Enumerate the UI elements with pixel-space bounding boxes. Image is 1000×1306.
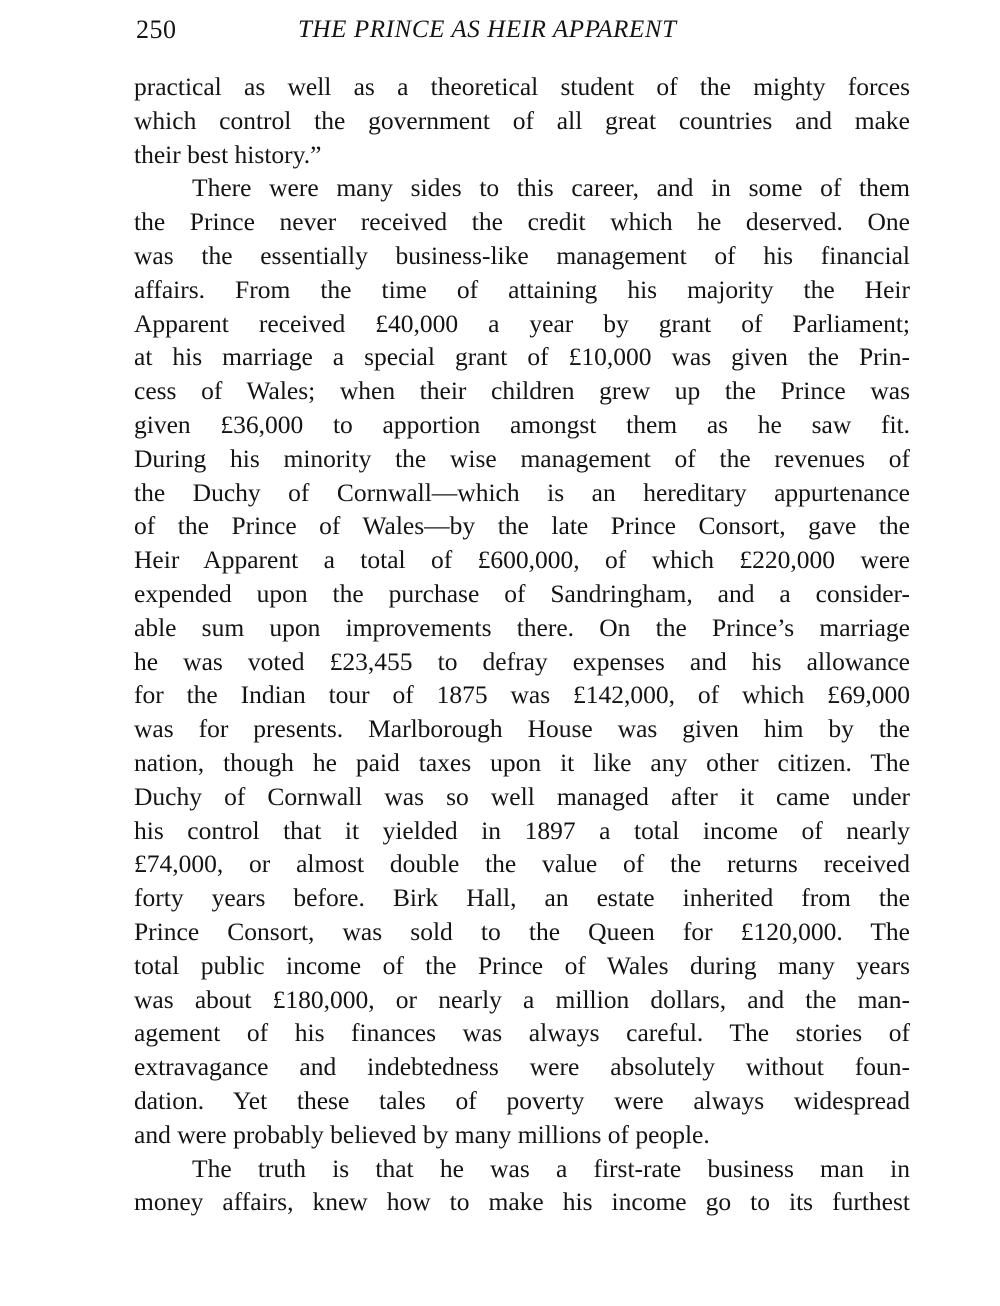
- text-line: was for presents. Marlborough House was given him by the: [134, 714, 910, 744]
- text-line: total public income of the Prince of Wales during many years: [134, 950, 910, 980]
- text-line: and were probably believed by many millions of people.: [134, 1119, 710, 1149]
- text-line: agement of his finances was always careful. The stories of: [134, 1018, 910, 1048]
- text-line: dation. Yet these tales of poverty were always widespread: [134, 1085, 910, 1115]
- text-line: for the Indian tour of 1875 was £142,000, of which £69,000: [134, 680, 910, 710]
- text-line: Apparent received £40,000 a year by grant of Parliament;: [134, 308, 910, 338]
- text-line: practical as well as a theoretical student of the mighty forces: [134, 72, 910, 101]
- text-line: he was voted £23,455 to defray expenses and his allowance: [134, 646, 910, 676]
- text-line: nation, though he paid taxes upon it like any other citizen. The: [134, 747, 910, 777]
- text-line: expended upon the purchase of Sandringham, and a consider-: [134, 578, 910, 608]
- text-line: which control the government of all great countries and make: [134, 105, 910, 135]
- text-line: the Prince never received the credit which he deserved. One: [134, 207, 910, 237]
- text-line: £74,000, or almost double the value of the returns received: [134, 849, 910, 879]
- page-number: 250: [136, 15, 177, 44]
- text-line: his control that it yielded in 1897 a total income of nearly: [134, 815, 910, 845]
- text-line: There were many sides to this career, and in some of them: [192, 173, 910, 203]
- text-line: the Duchy of Cornwall—which is an hereditary appurtenance: [134, 477, 910, 507]
- body-text: [134, 70, 910, 1219]
- text-line: cess of Wales; when their children grew up the Prince was: [134, 376, 910, 406]
- text-line: Prince Consort, was sold to the Queen for £120,000. The: [134, 916, 910, 946]
- text-line: The truth is that he was a first-rate business man in: [192, 1153, 910, 1183]
- text-line: money affairs, knew how to make his income go to its furthest: [134, 1187, 910, 1217]
- text-line: During his minority the wise management of the revenues of: [134, 443, 910, 473]
- running-head-title: THE PRINCE AS HEIR APPARENT: [298, 16, 677, 43]
- text-line: was about £180,000, or nearly a million dollars, and the man-: [134, 984, 910, 1014]
- text-line: affairs. From the time of attaining his majority the Heir: [134, 274, 910, 304]
- text-line: extravagance and indebtedness were absolutely without foun-: [134, 1052, 910, 1082]
- text-line: was the essentially business-like management of his financial: [134, 240, 910, 270]
- text-line: Heir Apparent a total of £600,000, of which £220,000 were: [134, 545, 910, 575]
- text-line: their best history.”: [134, 139, 322, 169]
- text-line: at his marriage a special grant of £10,000 was given the Prin-: [134, 342, 910, 372]
- text-line: forty years before. Birk Hall, an estate inherited from the: [134, 883, 910, 913]
- text-line: Duchy of Cornwall was so well managed after it came under: [134, 781, 910, 811]
- text-line: given £36,000 to apportion amongst them as he saw fit.: [134, 409, 910, 439]
- text-line: of the Prince of Wales—by the late Prince Consort, gave the: [134, 511, 910, 541]
- text-line: able sum upon improvements there. On the Prince’s marriage: [134, 612, 910, 642]
